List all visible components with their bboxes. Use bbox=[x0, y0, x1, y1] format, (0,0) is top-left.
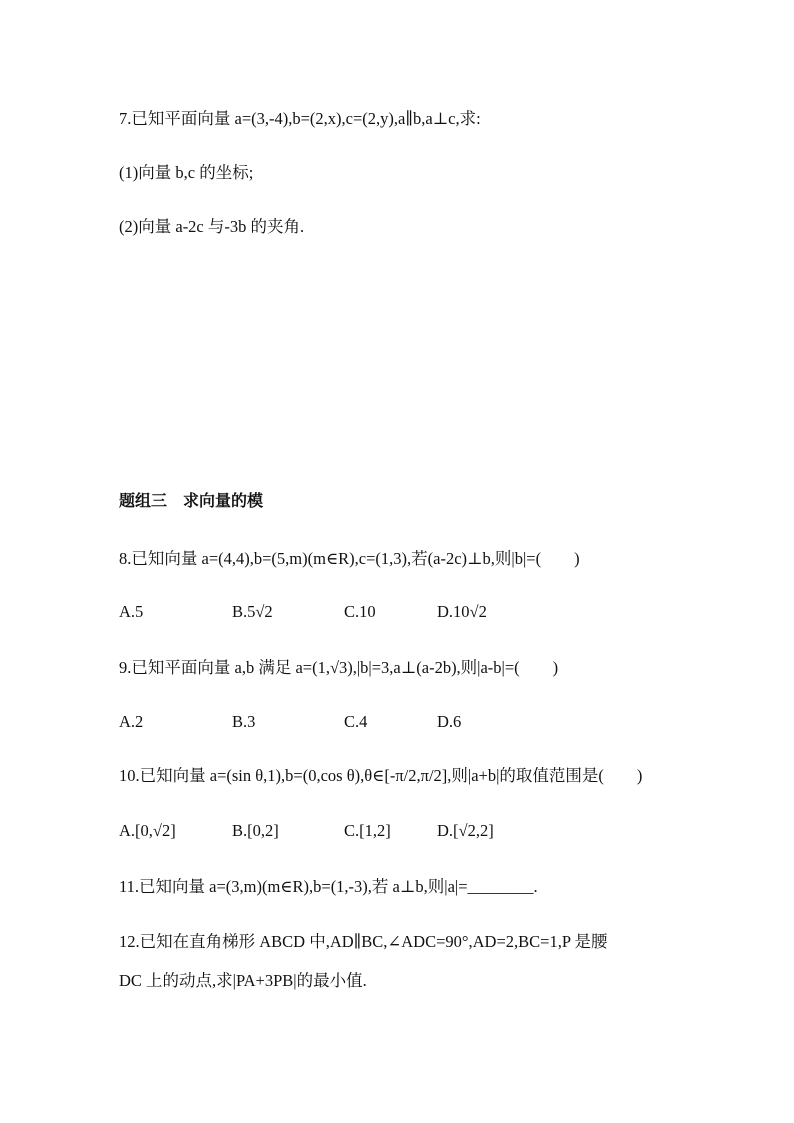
question-12-line-2: DC 上的动点,求|PA+3PB|的最小值. bbox=[119, 971, 367, 990]
question-10-stem: 10.已知向量 a=(sin θ,1),b=(0,cos θ),θ∈[-π/2,π/2],则|a+b|的取值范围是( ) bbox=[119, 766, 643, 785]
question-7-part-1: (1)向量 b,c 的坐标; bbox=[119, 163, 254, 182]
question-9-option-b: B.3 bbox=[232, 712, 256, 731]
question-10-option-b: B.[0,2] bbox=[232, 821, 279, 840]
question-7-part-2: (2)向量 a-2c 与-3b 的夹角. bbox=[119, 217, 305, 236]
question-8-option-a: A.5 bbox=[119, 602, 144, 621]
question-8-option-b: B.5√2 bbox=[232, 602, 273, 621]
question-9-stem: 9.已知平面向量 a,b 满足 a=(1,√3),|b|=3,a⊥(a-2b),则|a-b|=( ) bbox=[119, 658, 559, 677]
question-9-option-d: D.6 bbox=[437, 712, 462, 731]
question-9-option-c: C.4 bbox=[344, 712, 368, 731]
question-7-stem: 7.已知平面向量 a=(3,-4),b=(2,x),c=(2,y),a∥b,a⊥c,求: bbox=[119, 109, 481, 128]
question-11-stem: 11.已知向量 a=(3,m)(m∈R),b=(1,-3),若 a⊥b,则|a|=________. bbox=[119, 877, 538, 896]
section-heading: 题组三 求向量的模 bbox=[119, 491, 264, 510]
question-10-option-d: D.[√2,2] bbox=[437, 821, 494, 840]
question-10-option-c: C.[1,2] bbox=[344, 821, 391, 840]
question-10-option-a: A.[0,√2] bbox=[119, 821, 176, 840]
question-9-option-a: A.2 bbox=[119, 712, 144, 731]
question-12-line-1: 12.已知在直角梯形 ABCD 中,AD∥BC,∠ADC=90°,AD=2,BC=1,P 是腰 bbox=[119, 932, 608, 951]
question-8-option-d: D.10√2 bbox=[437, 602, 487, 621]
question-8-stem: 8.已知向量 a=(4,4),b=(5,m)(m∈R),c=(1,3),若(a-2c)⊥b,则|b|=( ) bbox=[119, 549, 580, 568]
question-8-option-c: C.10 bbox=[344, 602, 376, 621]
